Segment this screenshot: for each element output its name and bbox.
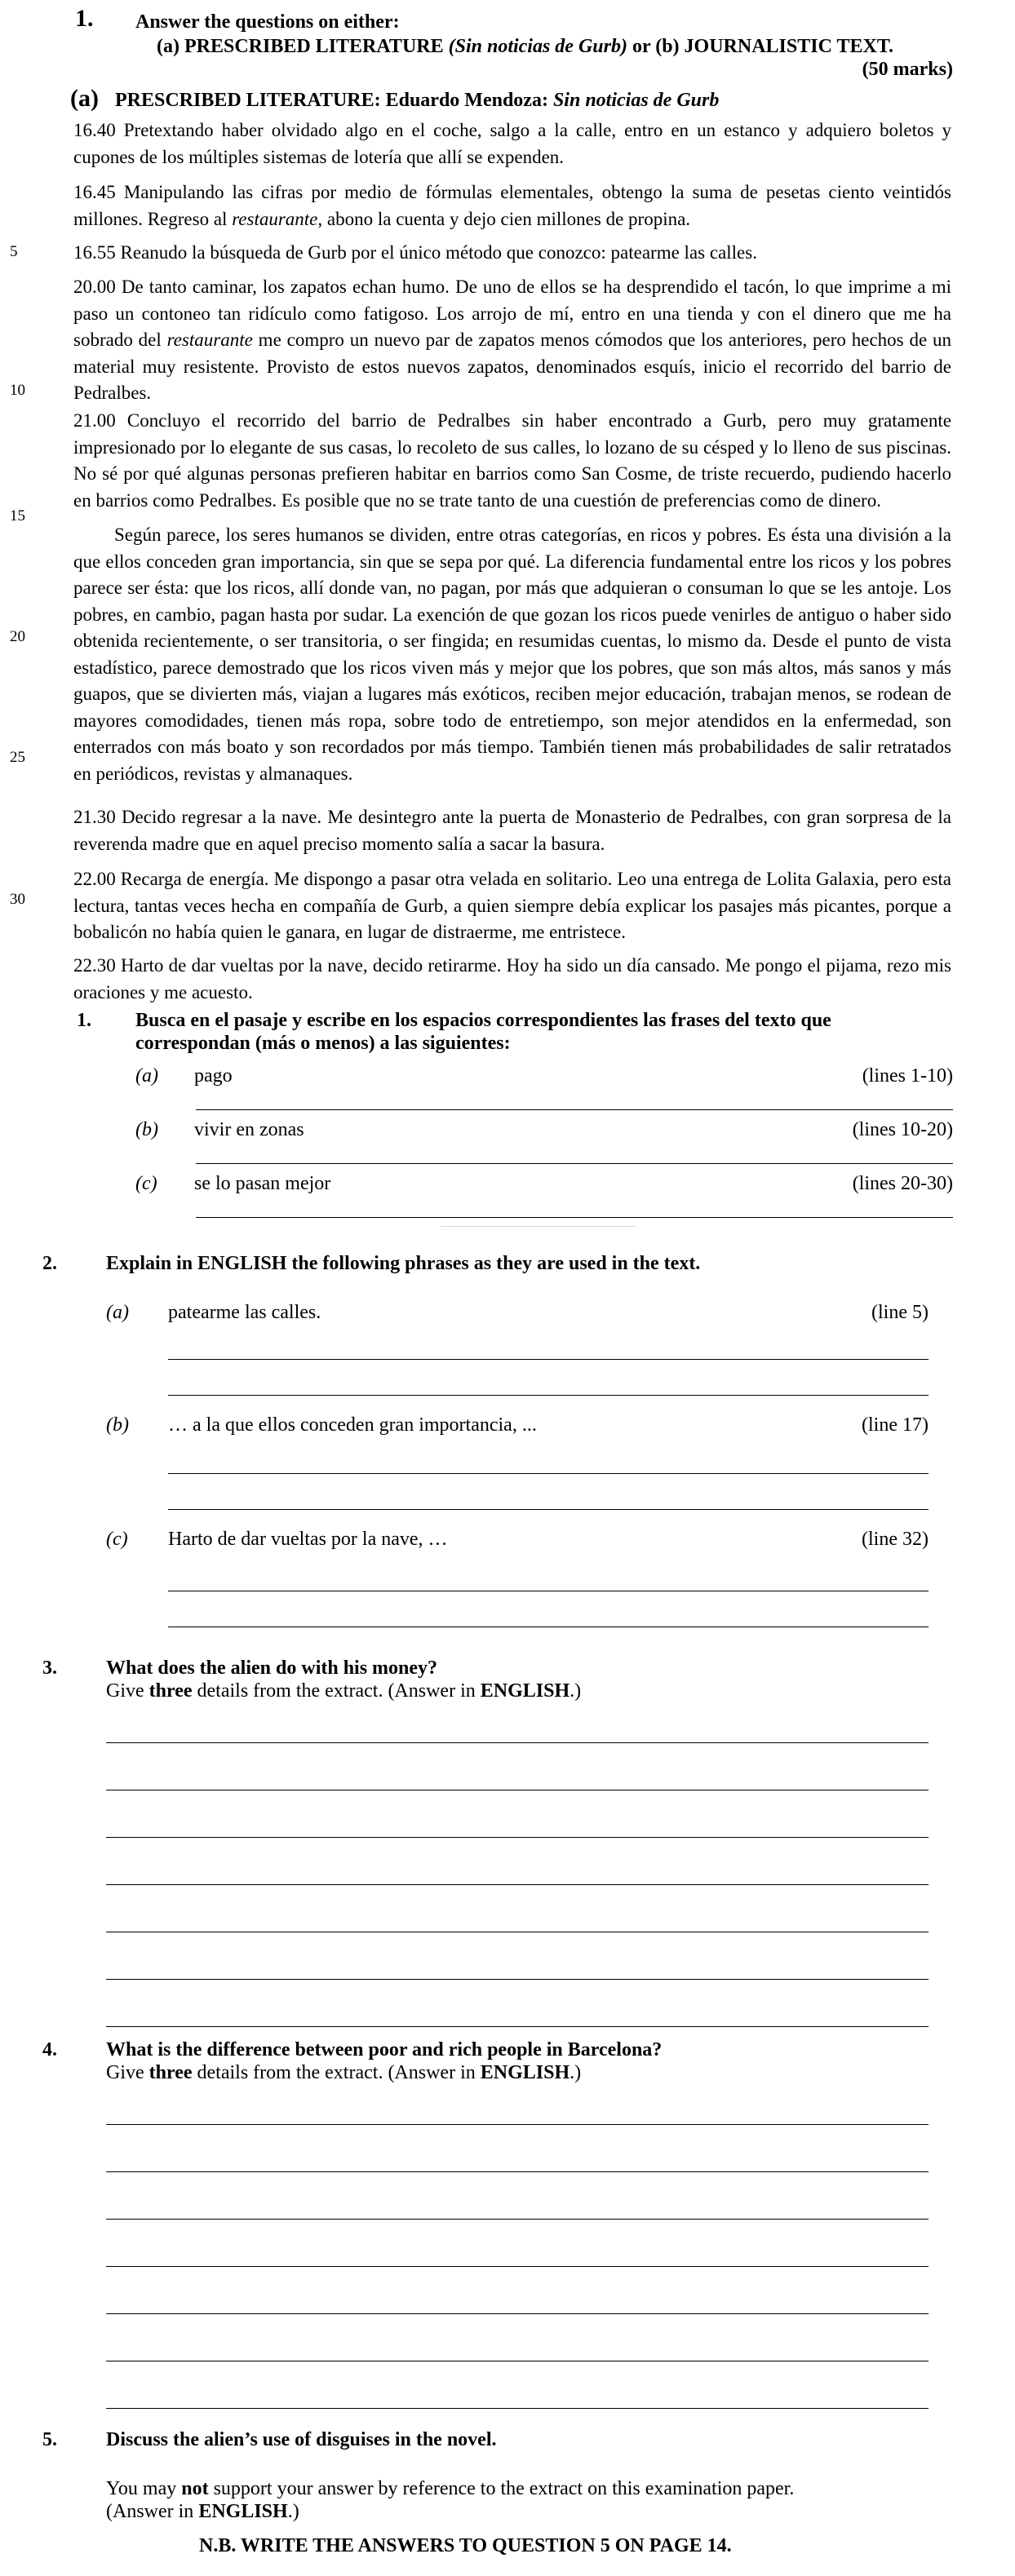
q4-prompt: What is the difference between poor and rich people in Barcelona? bbox=[106, 2039, 663, 2060]
q5-number: 5. bbox=[42, 2429, 57, 2450]
q1c-ref: (lines 20-30) bbox=[852, 1173, 953, 1194]
q3-answer-line[interactable] bbox=[106, 2026, 929, 2027]
q2c-letter: (c) bbox=[106, 1529, 128, 1550]
q2a-text: patearme las calles. bbox=[168, 1302, 321, 1323]
q2a-answer-line-2[interactable] bbox=[168, 1395, 929, 1396]
q5-note-bold: not bbox=[181, 2478, 209, 2499]
passage-text: 16.45 Manipulando las cifras por medio de fórmulas elementales, obtengo la suma de pesetas ciento veintidós millones. Regreso al bbox=[73, 182, 951, 229]
q2b-answer-line-2[interactable] bbox=[168, 1509, 929, 1510]
q2b-ref: (line 17) bbox=[862, 1414, 929, 1436]
q1b-answer-line[interactable] bbox=[196, 1163, 953, 1164]
section-letter: (a) bbox=[70, 85, 99, 112]
line-number: 5 bbox=[10, 243, 18, 260]
q4-number: 4. bbox=[42, 2039, 57, 2060]
option-b-label: or (b) JOURNALISTIC TEXT. bbox=[627, 36, 894, 57]
q5-nb-instruction: N.B. WRITE THE ANSWERS TO QUESTION 5 ON PAGE 14. bbox=[199, 2535, 732, 2556]
q1a-answer-line[interactable] bbox=[196, 1109, 953, 1110]
passage-text: 20.00 De tanto caminar, los zapatos echan humo. De uno de ellos se ha desprendido el tacón, lo que imprime a mi paso un contoneo tan ridículo como fatigoso. Los arrojo de mí, entro en una tienda y con el dinero que me ha sobrado del bbox=[73, 277, 951, 350]
q3-answer-line[interactable] bbox=[106, 1837, 929, 1838]
q2-prompt: Explain in ENGLISH the following phrases as they are used in the text. bbox=[106, 1253, 701, 1274]
q2c-ref: (line 32) bbox=[862, 1529, 929, 1550]
q4-answer-line[interactable] bbox=[106, 2124, 929, 2125]
q3-sub-bold: ENGLISH bbox=[480, 1680, 570, 1702]
q2b-answer-line-1[interactable] bbox=[168, 1473, 929, 1474]
q4-answer-line[interactable] bbox=[106, 2408, 929, 2409]
q1c-text: se lo pasan mejor bbox=[194, 1173, 331, 1194]
book-title: (Sin noticias de Gurb) bbox=[448, 36, 627, 57]
q2b-letter: (b) bbox=[106, 1414, 129, 1436]
passage-italic: restaurante bbox=[166, 330, 253, 350]
q1c-answer-line[interactable] bbox=[196, 1217, 953, 1218]
q1a-text: pago bbox=[194, 1065, 233, 1087]
q4-sub-bold: three bbox=[148, 2062, 193, 2083]
q2a-answer-line-1[interactable] bbox=[168, 1359, 929, 1360]
q3-answer-line[interactable] bbox=[106, 1979, 929, 1980]
q5-note-text: support your answer by reference to the extract on this examination paper. bbox=[208, 2478, 795, 2499]
q3-sub-text: Give bbox=[106, 1680, 149, 1702]
passage-paragraph-8: 22.00 Recarga de energía. Me dispongo a pasar otra velada en solitario. Leo una entrega de Lolita Galaxia, pero esta lectura, tantas veces hecha en compañía de Gurb, a quien siempre debía explicar los pasajes más picantes, porque a bobalicón no había quien le ganara, en lugar de distraerme, me entristece. bbox=[73, 869, 951, 942]
option-a-label: (a) PRESCRIBED LITERATURE bbox=[157, 36, 449, 57]
passage-paragraph-9: 22.30 Harto de dar vueltas por la nave, decido retirarme. Hoy ha sido un día cansado. Me pongo el pijama, rezo mis oraciones y me acuesto. bbox=[73, 955, 951, 1003]
q3-number: 3. bbox=[42, 1658, 57, 1679]
q5-prompt: Discuss the alien’s use of disguises in the novel. bbox=[106, 2429, 497, 2450]
instruction-line: Answer the questions on either: bbox=[135, 11, 400, 33]
q5-note-text: .) bbox=[287, 2501, 299, 2522]
q3-sub-text: details from the extract. (Answer in bbox=[192, 1680, 481, 1702]
section-book-title: Sin noticias de Gurb bbox=[552, 90, 720, 111]
q2c-text: Harto de dar vueltas por la nave, … bbox=[168, 1529, 448, 1550]
section-heading: PRESCRIBED LITERATURE: Eduardo Mendoza: bbox=[114, 90, 553, 111]
q4-sub-text: .) bbox=[570, 2062, 582, 2083]
q1a-letter: (a) bbox=[135, 1065, 158, 1087]
line-number: 10 bbox=[10, 382, 25, 399]
q1-prompt-cont: correspondan (más o menos) a las siguientes: bbox=[135, 1033, 511, 1054]
passage-paragraph-4 bbox=[73, 274, 951, 407]
q4-answer-line[interactable] bbox=[106, 2171, 929, 2172]
passage-italic: restaurante bbox=[232, 208, 318, 229]
passage-paragraph-2 bbox=[73, 179, 951, 232]
q4-sub-text: details from the extract. (Answer in bbox=[192, 2062, 481, 2083]
passage-text: me compro un nuevo par de zapatos menos cómodos que los anteriores, pero hechos de un material muy resistente. Provisto de estos nuevos zapatos, denominados esquís, inicio el recorrido del barrio de Pedralbes. bbox=[73, 330, 952, 403]
q1a-ref: (lines 1-10) bbox=[862, 1065, 953, 1087]
q5-note bbox=[106, 2478, 794, 2500]
passage-paragraph-6: Según parece, los seres humanos se dividen, entre otras categorías, en ricos y pobres. Es ésta una división a la que ellos conceden gran importancia, sin que se sepa por qué. La diferencia fundamental entre los ricos y los pobres parece ser ésta: que los ricos, allí donde van, no pagan, por más que adquieran o consuman lo que se les antoje. Los pobres, en cambio, pagan hasta por sudar. La exención de que gozan los ricos puede venirles de antiguo o haber sido obtenida recientemente, o ser transitoria, o ser fingida; en resumidas cuentas, lo mismo da. Desde el punto de vista estadístico, parece demostrado que los ricos viven más y mejor que los pobres, que son más altos, más sanos y más guapos, que se divierten más, viajan a lugares más exóticos, reciben mejor educación, trabajan menos, se rodean de mayores comodidades, tienen más ropa, sobre todo de entretiempo, son mejor atendidos en la enfermedad, son enterrados con más boato y son recordados por más tiempo. También tienen más probabilidades de salir retratados en periódicos, revistas y almanaques. bbox=[73, 524, 951, 784]
q4-answer-line[interactable] bbox=[106, 2313, 929, 2314]
question-number: 1. bbox=[75, 5, 94, 32]
page-divider bbox=[441, 1226, 636, 1227]
q3-prompt: What does the alien do with his money? bbox=[106, 1658, 438, 1679]
q2a-letter: (a) bbox=[106, 1302, 129, 1323]
q3-sub-text: .) bbox=[570, 1680, 582, 1702]
q1c-letter: (c) bbox=[135, 1173, 157, 1194]
q5-note-bold: ENGLISH bbox=[198, 2501, 288, 2522]
passage-paragraph-3: 16.55 Reanudo la búsqueda de Gurb por el único método que conozco: patearme las calles. bbox=[73, 242, 757, 263]
q5-note-text: You may bbox=[106, 2478, 182, 2499]
line-number: 25 bbox=[10, 749, 25, 766]
section-title bbox=[70, 85, 719, 113]
q4-sub-text: Give bbox=[106, 2062, 149, 2083]
line-number: 20 bbox=[10, 628, 25, 645]
q4-answer-line[interactable] bbox=[106, 2266, 929, 2267]
q1-number: 1. bbox=[77, 1010, 91, 1031]
q2-number: 2. bbox=[42, 1253, 57, 1274]
total-marks: (50 marks) bbox=[862, 59, 953, 80]
line-number: 15 bbox=[10, 507, 25, 524]
q5-note-language bbox=[106, 2501, 299, 2523]
q2a-ref: (line 5) bbox=[871, 1302, 929, 1323]
q1-prompt: Busca en el pasaje y escribe en los espacios correspondientes las frases del texto que bbox=[135, 1010, 831, 1031]
q4-subprompt bbox=[106, 2062, 581, 2084]
q3-sub-bold: three bbox=[148, 1680, 193, 1702]
q1b-letter: (b) bbox=[135, 1119, 158, 1140]
q3-answer-line[interactable] bbox=[106, 1884, 929, 1885]
q4-sub-bold: ENGLISH bbox=[480, 2062, 570, 2083]
q4-answer-line[interactable] bbox=[106, 2219, 929, 2220]
option-line bbox=[157, 36, 893, 58]
q1b-ref: (lines 10-20) bbox=[852, 1119, 953, 1140]
passage-paragraph-5: 21.00 Concluyo el recorrido del barrio de Pedralbes sin haber encontrado a Gurb, pero muy gratamente impresionado por lo elegante de sus casas, lo recoleto de sus calles, lo lozano de su césped y lo lleno de sus piscinas. No sé por qué algunas personas prefieren habitar en barrios como San Cosme, de triste recuerdo, pudiendo hacerlo en barrios como Pedralbes. Es posible que no se trate tanto de una cuestión de preferencias como de dinero. bbox=[73, 410, 951, 511]
passage-text: , abono la cuenta y dejo cien millones de propina. bbox=[317, 208, 691, 229]
q1b-text: vivir en zonas bbox=[194, 1119, 304, 1140]
q2b-text: … a la que ellos conceden gran importancia, ... bbox=[168, 1414, 537, 1436]
q5-note-text: (Answer in bbox=[106, 2501, 199, 2522]
q3-subprompt bbox=[106, 1680, 581, 1702]
line-number: 30 bbox=[10, 891, 25, 908]
passage-paragraph-1: 16.40 Pretextando haber olvidado algo en el coche, salgo a la calle, entro en un estanco y adquiero boletos y cupones de los múltiples sistemas de lotería que allí se expenden. bbox=[73, 120, 951, 167]
passage-paragraph-7: 21.30 Decido regresar a la nave. Me desintegro ante la puerta de Monasterio de Pedralbes, con gran sorpresa de la reverenda madre que en aquel preciso momento salía a sacar la basura. bbox=[73, 807, 951, 854]
q3-answer-line[interactable] bbox=[106, 1742, 929, 1743]
